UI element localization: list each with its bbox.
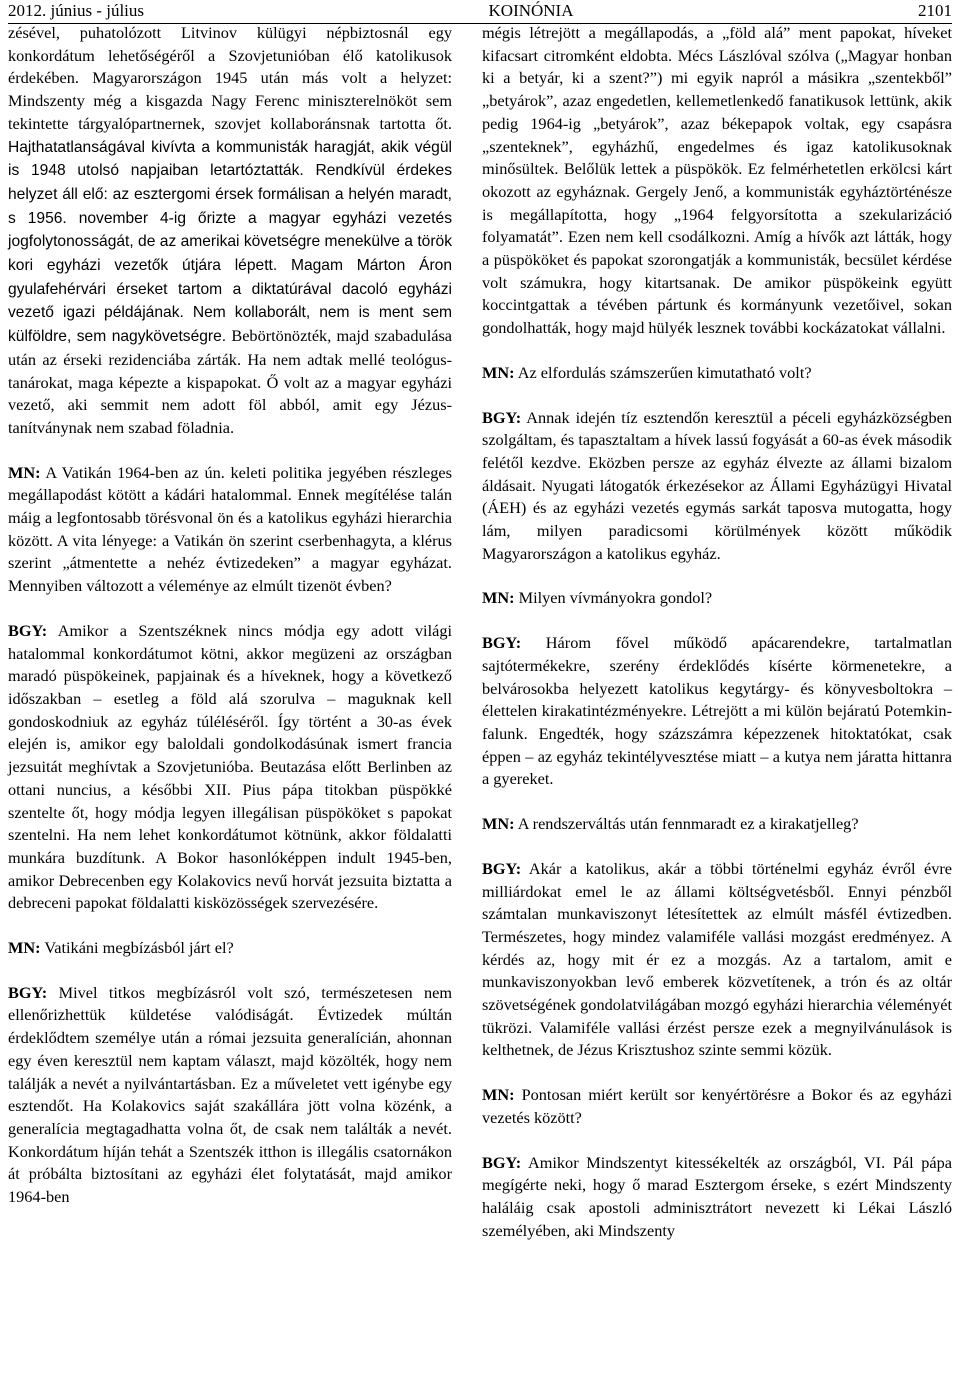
paragraph-text: Pontosan miért került sor kenyértörésre a Bokor és az egyházi vezetés között? bbox=[482, 1085, 952, 1127]
right-column bbox=[482, 22, 952, 1242]
paragraph-text: Mivel titkos megbízásról volt szó, természetesen nem ellenőrizhettük küldetése valódiságát. Évtizedek múltán érdeklődtem személye után a római jezsuita generalícián, ahonnan egy éven keresztül nem kaptam választ, majd közölték, hogy nem találják a nevét a nyilvántartásban. Ez a műveletet vett igénybe egy esztendőt. Ha Kolakovics saját szakállára jött volna közénk, a generalícia megtagadhatta volna őt, de csak nem találták a nevét. Konkordátum híján tehát a Szentszék itthon is illegális csatornákon át próbálta biztosítani az egyházi élet folytatását, majd amikor 1964-ben bbox=[8, 982, 452, 1207]
question-paragraph bbox=[482, 1084, 952, 1129]
speaker-label: MN: bbox=[482, 814, 515, 834]
paragraph bbox=[8, 22, 452, 440]
speaker-label: BGY: bbox=[482, 858, 522, 878]
journal-title: KOINÓNIA bbox=[488, 1, 574, 20]
left-column bbox=[8, 22, 452, 1209]
paragraph-text: Milyen vívmányokra gondol? bbox=[514, 588, 713, 608]
answer-paragraph bbox=[482, 407, 952, 566]
paragraph-text: Három fővel működő apácarendekre, tartalmatlan sajtótermékekre, szerény érdeklődés kísérte körmenetekre, a belvárosokba helyezett katolikus kegytárgy- és könyvesboltokra – élettelen kirakatintézményekre. Létrejött a mi külön bejáratú Potemkin-falunk. Engedték, hogy százszámra képezzenek hitoktatókat, csak éppen – az egyház tekintélyvesztése miatt – a kutya nem járatta hittanra a gyereket. bbox=[482, 633, 952, 789]
paragraph-text: Vatikáni megbízásból járt el? bbox=[40, 938, 234, 958]
paragraph-text: Bebörtönözték, majd szabadulása után az érseki rezidenciába zárták. Ha nem adtak mellé teológus-tanárokat, maga képezte a kispapokat. Ő volt az a magyar egyházi vezető, aki semmit nem adott föl abból, amit egy Jézus-tanítványnak nem szabad föladnia. bbox=[8, 326, 453, 437]
speaker-label: BGY: bbox=[482, 1152, 522, 1172]
paragraph-text-sans: Hajthatatlanságával kivívta a kommunisták haragját, akik végül is 1948 utolsó napjaiban letartóztatták. Rendkívül érdekes helyzet áll elő: az esztergomi érsek formálisan a helyén maradt, s 1956. november 4-ig őrizte a magyar egyházi vezetés jogfolytonosságát, de az amerikai követségre menekülve a török kori egyházi vezetők útjára lépett. Magam Márton Áron gyulafehérvári érseket tartom a diktatúrával dacoló egyházi vezető igazi példájának. Nem kollaborált, nem is ment sem külföldre, sem nagykövetségre. bbox=[8, 138, 452, 346]
paragraph-text: mégis létrejött a megállapodás, a „föld alá” ment papokat, híveket kifacsart citromként eldobta. Mécs Lászlóval szólva („Magyar honban ki a betyár, ki a szent?”) mi egyik napról a másikra „szentekből” „betyárok”, azaz engedetlen, kellemetlenkedő fanatikusok lettünk, akik pedig 1964-ig „betyárok”, azaz békepapok voltak, egy csapásra „szenteknek”, egyházhű, engedelmes és igaz katolikusoknak minősültek. Belőlük lettek a püspökök. Ez felmérhetetlen erkölcsi kárt okozott az egyháznak. Gergely Jenő, a kommunisták egyháztörténésze is megállapította, hogy „1964 felgyorsította a szekularizáció folyamatát”. Ezen nem kell csodálkozni. Amíg a hívők azt látták, hogy a püspököket és papokat szorongatják a kommunisták, becsület kérdése volt számukra, hogy kitartsanak. De amikor püspökeink együtt koccintgattak a tévében pártunk és kormányunk vezetőivel, sokan gondolhatták, hogy majd hülyék lesznek további kockázatokat vállalni. bbox=[482, 23, 952, 338]
paragraph bbox=[482, 22, 952, 340]
speaker-label: BGY: bbox=[8, 620, 48, 640]
answer-paragraph bbox=[482, 1152, 952, 1243]
answer-paragraph bbox=[8, 620, 452, 915]
speaker-label: MN: bbox=[482, 588, 515, 608]
page-number: 2101 bbox=[918, 1, 952, 20]
paragraph-text: A Vatikán 1964-ben az ún. keleti politika jegyében részleges megállapodást kötött a kádári hatalommal. Ennek megítélése talán máig a legfontosabb törésvonal ön és a katolikus egyházi hierarchia között. A vita lényege: a Vatikán ön szerint cserbenhagyta, a klérus szerint „átmentette a nehéz évtizedeken” a magyar egyházat. Mennyiben változott a véleménye az elmúlt tizenöt évben? bbox=[8, 462, 452, 596]
paragraph-text: A rendszerváltás után fennmaradt ez a kirakatjelleg? bbox=[514, 814, 859, 834]
answer-paragraph bbox=[482, 858, 952, 1062]
paragraph-text: zésével, puhatolózott Litvinov külügyi népbiztosnál egy konkordátum lehetőségéről a Szovjetunióban élő katolikusok érdekében. Magyarországon 1945 után más volt a helyzet: Mindszenty még a kisgazda Nagy Ferenc miniszterelnököt sem tekintette tárgyalópartnernek, szovjet kollaboránsnak tartotta őt. bbox=[8, 23, 452, 133]
speaker-label: BGY: bbox=[482, 407, 522, 427]
paragraph-text: Akár a katolikus, akár a többi történelmi egyház évről évre milliárdokat emel le az állami költségvetésből. Ennyi pénzből számtalan munkaviszonyt létesítettek az elmúlt másfél évtizedben. Természetes, hogy mindez valamiféle vallási mozgást eredményez. A kérdés az, hogy mit ér ez a mozgás. Az a tartalom, amit e munkaviszonyokban levő emberek közvetítenek, a trón és az oltár szövetségének gondolatvilágában mozgó egyházi hierarchia véleményét tükrözi. Valamiféle vallási érzést persze ezek a megnyilvánulások is kelthetnek, de Jézus Krisztushoz szinte semmi közük. bbox=[482, 858, 952, 1060]
speaker-label: BGY: bbox=[8, 982, 48, 1002]
running-header bbox=[8, 0, 952, 22]
speaker-label: MN: bbox=[8, 938, 41, 958]
paragraph-text: Annak idején tíz esztendőn keresztül a péceli egyházközségben szolgáltam, és tapasztaltam a hívek lassú fogyását a 60-as évek második felétől kezdve. Eközben persze az egyház élvezte az állami bizalom áldásait. Nyugati látogatók érkezésekor az Állami Egyházügyi Hivatal (ÁEH) és az egyházi vezetés egymás sarkát taposva mutogatta, hogy lám, milyen paradicsomi körülmények között működik Magyarországon a katolikus egyház. bbox=[482, 407, 952, 563]
issue-date: 2012. június - július bbox=[8, 1, 145, 20]
paragraph-text: Az elfordulás számszerűen kimutatható volt? bbox=[514, 362, 812, 382]
question-paragraph bbox=[482, 362, 952, 385]
speaker-label: MN: bbox=[482, 362, 515, 382]
answer-paragraph bbox=[8, 982, 452, 1209]
speaker-label: BGY: bbox=[482, 633, 522, 653]
question-paragraph bbox=[482, 813, 952, 836]
question-paragraph bbox=[482, 587, 952, 610]
question-paragraph bbox=[8, 462, 452, 598]
paragraph-text: Amikor Mindszentyt kitessékelték az országból, VI. Pál pápa megígérte neki, hogy ő marad Esztergom érseke, s ezért Mindszenty haláláig csak apostoli adminisztrátort nevezett ki Lékai László személyében, aki Mindszenty bbox=[482, 1152, 952, 1240]
speaker-label: MN: bbox=[482, 1085, 515, 1105]
question-paragraph bbox=[8, 937, 452, 960]
speaker-label: MN: bbox=[8, 462, 41, 482]
answer-paragraph bbox=[482, 632, 952, 791]
paragraph-text: Amikor a Szentszéknek nincs módja egy adott világi hatalommal konkordátumot kötni, akkor megüzeni az országban maradó püspökeinek, papjainak és a híveknek, hogy a következő időszakban – esetleg a föld alá szorulva – maguknak kell gondoskodniuk az egyház túléléséről. Így történt a 30-as évek elején is, amikor egy baloldali gondolkodásúnak ismert francia jezsuitát meghívtak a Szovjetunióba. Beutazása előtt Berlinben az ottani nuncius, a későbbi XII. Pius pápa titokban püspökké szentelte őt, hogy módja legyen illegálisan püspököket s papokat szentelni. Ha nem lehet konkordátumot kötnünk, akkor földalatti munkára buzdítunk. A Bokor hasonlóképpen indult 1945-ben, amikor Debrecenben egy Kolakovics nevű horvát jezsuita biztatta a debreceni papokat földalatti kisközösségek szervezésére. bbox=[8, 620, 452, 913]
